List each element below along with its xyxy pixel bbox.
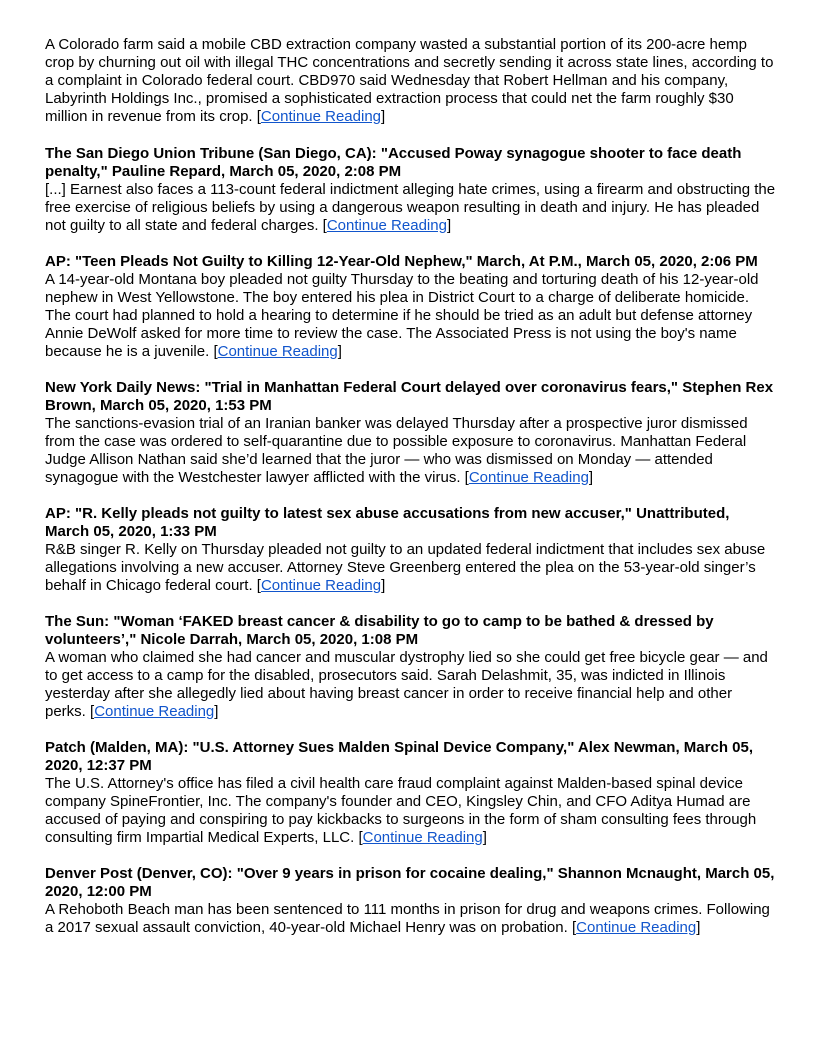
article-body bbox=[45, 36, 776, 126]
bracket-open: [ bbox=[571, 919, 577, 936]
continue-reading-link[interactable]: Continue Reading bbox=[260, 108, 382, 125]
article-item bbox=[45, 505, 776, 595]
continue-reading-link[interactable]: Continue Reading bbox=[94, 703, 215, 720]
article-item bbox=[45, 613, 776, 721]
article-body bbox=[45, 649, 776, 721]
continue-reading-link[interactable]: Continue Reading bbox=[576, 919, 697, 936]
bracket-open: [ bbox=[90, 703, 95, 720]
article-intro bbox=[45, 36, 776, 126]
bracket-close: ] bbox=[696, 919, 701, 936]
article-body-text: [...] Earnest also faces a 113-count federal indictment alleging hate crimes, using a firearm and obstructing the free exercise of religious beliefs by using a dangerous weapon resulting in death and injury. He has pleaded not guilty to all state and federal charges. bbox=[45, 181, 776, 234]
article-headline: AP: "Teen Pleads Not Guilty to Killing 12-Year-Old Nephew," March, At P.M., March 05, 2020, 2:06 PM bbox=[45, 253, 758, 270]
article-body bbox=[45, 181, 776, 235]
bracket-close: ] bbox=[482, 829, 487, 846]
article-body-text: A 14-year-old Montana boy pleaded not guilty Thursday to the beating and torturing death of his 12-year-old nephew in West Yellowstone. The boy entered his plea in District Court to a charge of deliberate homicide. The court had planned to hold a hearing to determine if he should be tried as an adult but defense attorney Annie DeWolf asked for more time to review the case. The Associated Press is not using the boy's name because he is a juvenile. bbox=[45, 271, 759, 360]
bracket-open: [ bbox=[213, 343, 218, 360]
bracket-close: ] bbox=[588, 469, 594, 486]
bracket-close: ] bbox=[214, 703, 219, 720]
article-body-text: A Colorado farm said a mobile CBD extraction company wasted a substantial portion of its 200-acre hemp crop by churning out oil with illegal THC concentrations and secretly sending it across state lines, according to a complaint in Colorado federal court. CBD970 said Wednesday that Robert Hellman and his company, Labyrinth Holdings Inc., promised a sophisticated extraction process that could net the farm roughly $30 million in revenue from its crop. bbox=[45, 36, 774, 125]
bracket-close: ] bbox=[446, 217, 452, 234]
article-headline: New York Daily News: "Trial in Manhattan Federal Court delayed over coronavirus fears," Stephen Rex Brown, March 05, 2020, 1:53 PM bbox=[45, 379, 774, 414]
article-item bbox=[45, 253, 776, 361]
article-body bbox=[45, 271, 776, 361]
article-headline: AP: "R. Kelly pleads not guilty to latest sex abuse accusations from new accuser," Unattributed, March 05, 2020, 1:33 PM bbox=[45, 505, 730, 540]
article-item bbox=[45, 865, 776, 937]
bracket-open: [ bbox=[358, 829, 363, 846]
article-body bbox=[45, 541, 776, 595]
article-headline: Patch (Malden, MA): "U.S. Attorney Sues Malden Spinal Device Company," Alex Newman, March 05, 2020, 12:37 PM bbox=[45, 739, 753, 774]
bracket-close: ] bbox=[381, 108, 386, 125]
article-body bbox=[45, 415, 776, 487]
article-headline: Denver Post (Denver, CO): "Over 9 years in prison for cocaine dealing," Shannon Mcnaught, March 05, 2020, 12:00 PM bbox=[45, 865, 775, 900]
article-body-text: A Rehoboth Beach man has been sentenced to 111 months in prison for drug and weapons crimes. Following a 2017 sexual assault conviction, 40-year-old Michael Henry was on probation. bbox=[45, 901, 770, 936]
article-body bbox=[45, 775, 776, 847]
continue-reading-link[interactable]: Continue Reading bbox=[468, 469, 589, 486]
continue-reading-link[interactable]: Continue Reading bbox=[260, 577, 382, 594]
article-item bbox=[45, 739, 776, 847]
article-body-text: The sanctions-evasion trial of an Iranian banker was delayed Thursday after a prospective juror dismissed from the case was ordered to self-quarantine due to possible exposure to coronavirus. Manhattan Federal Judge Allison Nathan said she’d learned that the juror — who was dismissed on Monday — attended synagogue with the Westchester lawyer afflicted with the virus. bbox=[45, 415, 748, 486]
bracket-open: [ bbox=[464, 469, 469, 486]
article-body-text: A woman who claimed she had cancer and muscular dystrophy lied so she could get free bicycle gear — and to get access to a camp for the disabled, prosecutors said. Sarah Delashmit, 35, was indicted in Illinois yesterday after she allegedly lied about having breast cancer in order to receive financial help and other perks. bbox=[45, 649, 768, 720]
bracket-close: ] bbox=[337, 343, 342, 360]
article-item bbox=[45, 145, 776, 235]
article-body bbox=[45, 901, 776, 937]
article-item bbox=[45, 379, 776, 487]
article-headline: The San Diego Union Tribune (San Diego, CA): "Accused Poway synagogue shooter to face death penalty," Pauline Repard, March 05, 2020, 2:08 PM bbox=[45, 145, 742, 180]
article-headline: The Sun: "Woman ‘FAKED breast cancer & disability to go to camp to be bathed & dressed by volunteers’," Nicole Darrah, March 05, 2020, 1:08 PM bbox=[45, 613, 714, 648]
continue-reading-link[interactable]: Continue Reading bbox=[326, 217, 447, 234]
bracket-open: [ bbox=[256, 577, 261, 594]
continue-reading-link[interactable]: Continue Reading bbox=[362, 829, 483, 846]
continue-reading-link[interactable]: Continue Reading bbox=[217, 343, 338, 360]
article-body-text: R&B singer R. Kelly on Thursday pleaded not guilty to an updated federal indictment that includes sex abuse allegations involving a new accuser. Attorney Steve Greenberg entered the plea on the 53-year-old singer’s behalf in Chicago federal court. bbox=[45, 541, 766, 594]
bracket-close: ] bbox=[381, 577, 386, 594]
article-body-text: The U.S. Attorney's office has filed a civil health care fraud complaint against Malden-based spinal device company SpineFrontier, Inc. The company's founder and CEO, Kingsley Chin, and CFO Aditya Humad are accused of paying and conspiring to pay kickbacks to surgeons in the form of sham consulting fees through consulting firm Impartial Medical Experts, LLC. bbox=[45, 775, 757, 846]
bracket-open: [ bbox=[256, 108, 261, 125]
bracket-open: [ bbox=[322, 217, 327, 234]
